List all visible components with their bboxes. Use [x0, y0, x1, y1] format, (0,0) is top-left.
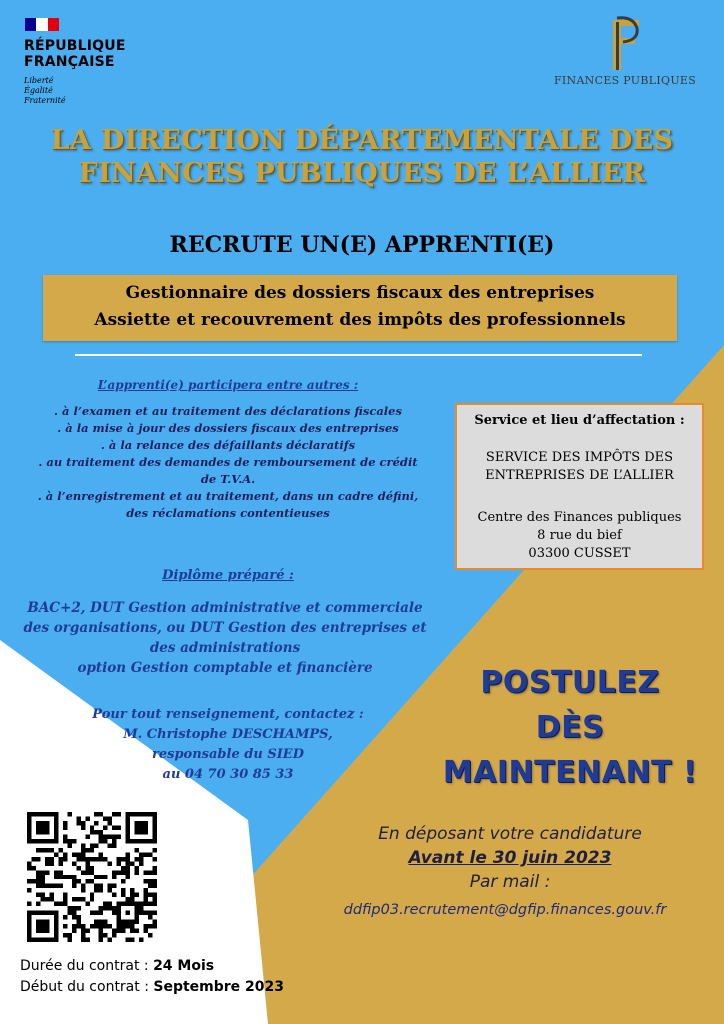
republic-motto — [24, 76, 66, 106]
divider — [75, 354, 642, 356]
republic-line1: RÉPUBLIQUE — [24, 38, 126, 54]
cta-line: POSTULEZ — [480, 665, 660, 700]
job-title-line2: Assiette et recouvrement des impôts des professionnels — [94, 310, 626, 330]
service-name — [457, 449, 702, 485]
duration-value: 24 Mois — [153, 958, 215, 974]
contract-duration — [20, 956, 284, 977]
application-email-link[interactable]: ddfip03.recrutement@dgfip.finances.gouv.fr — [343, 902, 667, 918]
contact-line: M. Christophe DESCHAMPS, — [123, 727, 333, 742]
recrute-heading: RECRUTE UN(E) APPRENTI(E) — [169, 232, 555, 258]
service-address — [457, 509, 702, 563]
task-item: de T.V.A. — [200, 472, 256, 486]
republique-francaise-logo — [24, 38, 126, 70]
service-title: Service et lieu d’affectation : — [474, 413, 685, 428]
motto-fraternite: Fraternité — [24, 96, 66, 105]
address-line: Centre des Finances publiques — [477, 510, 682, 525]
motto-liberte: Liberté — [24, 76, 54, 85]
apply-now-heading — [420, 660, 720, 795]
address-line: 8 rue du bief — [537, 528, 622, 543]
task-item: . au traitement des demandes de remboursement de crédit — [38, 455, 418, 469]
duration-label: Durée du contrat : — [20, 958, 149, 974]
cta-line: DÈS — [535, 710, 605, 745]
task-item: . à l’examen et au traitement des déclarations fiscales — [54, 404, 402, 418]
diploma-title: Diplôme préparé : — [162, 568, 294, 583]
task-item: . à l’enregistrement et au traitement, dans un cadre défini, — [37, 489, 419, 503]
contract-start — [20, 977, 284, 998]
tasks-title: L’apprenti(e) participera entre autres : — [97, 378, 359, 392]
diploma-line: BAC+2, DUT Gestion administrative et commerciale — [27, 600, 423, 616]
diploma-line: des administrations — [149, 640, 301, 656]
contact-line: Pour tout renseignement, contactez : — [92, 707, 364, 722]
contract-info — [20, 956, 284, 998]
start-value: Septembre 2023 — [153, 979, 285, 995]
deposit-text: En déposant votre candidature — [378, 824, 642, 844]
service-name-line: SERVICE DES IMPÔTS DES — [485, 450, 674, 465]
task-item: . à la relance des défaillants déclaratifs — [100, 438, 356, 452]
main-title-line2: FINANCES PUBLIQUES DE L’ALLIER — [78, 158, 646, 189]
address-line: 03300 CUSSET — [528, 546, 631, 561]
job-title-line1: Gestionnaire des dossiers fiscaux des entreprises — [125, 283, 595, 303]
task-item: . à la mise à jour des dossiers fiscaux des entreprises — [57, 421, 399, 435]
task-item: des réclamations contentieuses — [126, 506, 330, 520]
diploma-line: option Gestion comptable et financière — [77, 660, 373, 676]
application-instructions — [300, 822, 720, 894]
finances-publiques-label: FINANCES PUBLIQUES — [553, 74, 697, 87]
main-title — [0, 124, 724, 190]
job-title-box — [43, 275, 677, 341]
service-name-line: ENTREPRISES DE L’ALLIER — [485, 468, 674, 483]
contact-phone: au 04 70 30 85 33 — [162, 767, 294, 782]
motto-egalite: Égalité — [24, 86, 53, 95]
diploma-line: des organisations, ou DUT Gestion des entreprises et — [23, 620, 427, 636]
tasks-list — [18, 403, 438, 522]
main-title-line1: LA DIRECTION DÉPARTEMENTALE DES — [50, 125, 674, 156]
service-location-box — [455, 403, 704, 570]
by-mail-label: Par mail : — [469, 872, 551, 892]
cta-line: MAINTENANT ! — [442, 755, 698, 790]
deadline: Avant le 30 juin 2023 — [408, 848, 612, 868]
contact-info — [18, 705, 438, 785]
french-flag-icon — [25, 18, 59, 31]
start-label: Début du contrat : — [20, 979, 149, 995]
finances-publiques-logo-icon — [593, 14, 653, 74]
diploma-text — [10, 598, 440, 678]
contact-line: responsable du SIED — [152, 747, 304, 762]
qr-code-icon[interactable] — [27, 812, 157, 942]
republic-line2: FRANÇAISE — [24, 54, 115, 70]
